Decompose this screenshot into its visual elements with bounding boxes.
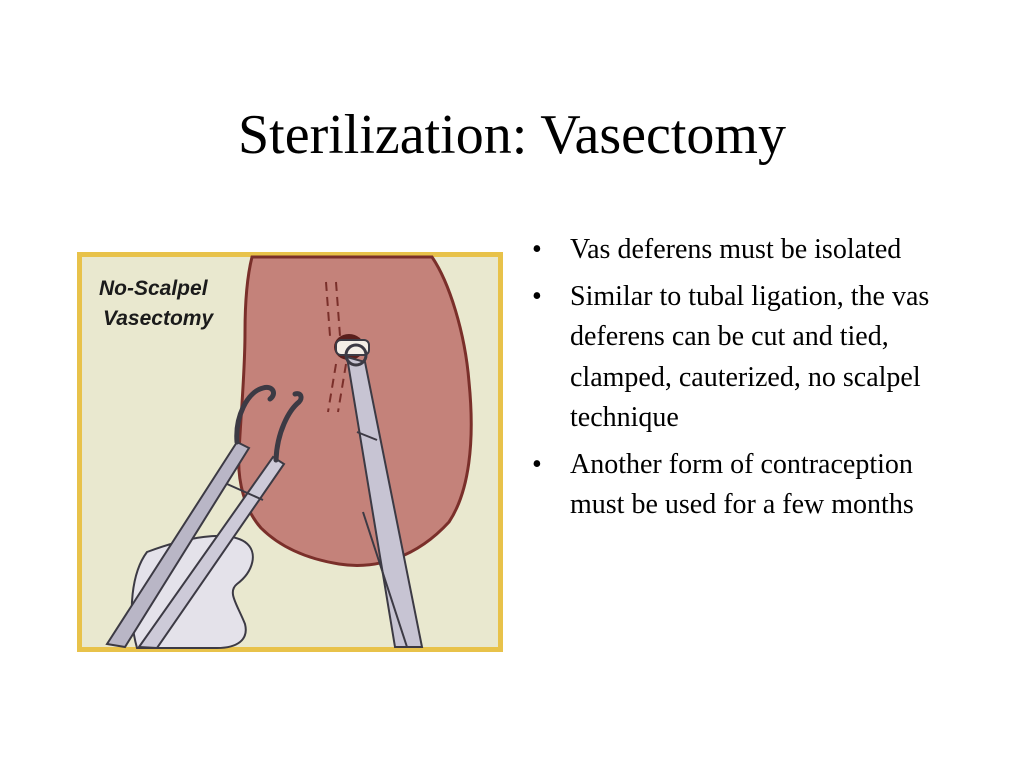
slide-title: Sterilization: Vasectomy — [238, 104, 786, 166]
bullet-item — [532, 277, 952, 439]
bullet-marker: • — [532, 234, 542, 265]
illustration-canvas — [77, 252, 503, 652]
illustration-caption-line-1: No-Scalpel — [99, 277, 208, 300]
vasectomy-illustration — [77, 252, 503, 652]
bullet-text: Vas deferens must be isolated — [570, 234, 902, 265]
bullet-marker: • — [532, 448, 542, 480]
bullet-marker: • — [532, 280, 542, 312]
bullet-item — [532, 445, 952, 526]
bullet-text: Similar to tubal ligation, the vas deferens can be cut and tied, clamped, cauterized, no scalpel technique — [570, 280, 930, 433]
bullet-list — [532, 230, 952, 532]
bullet-item — [532, 230, 952, 271]
bullet-text: Another form of contraception must be used for a few months — [570, 448, 914, 520]
illustration-caption-line-2: Vasectomy — [103, 307, 214, 330]
